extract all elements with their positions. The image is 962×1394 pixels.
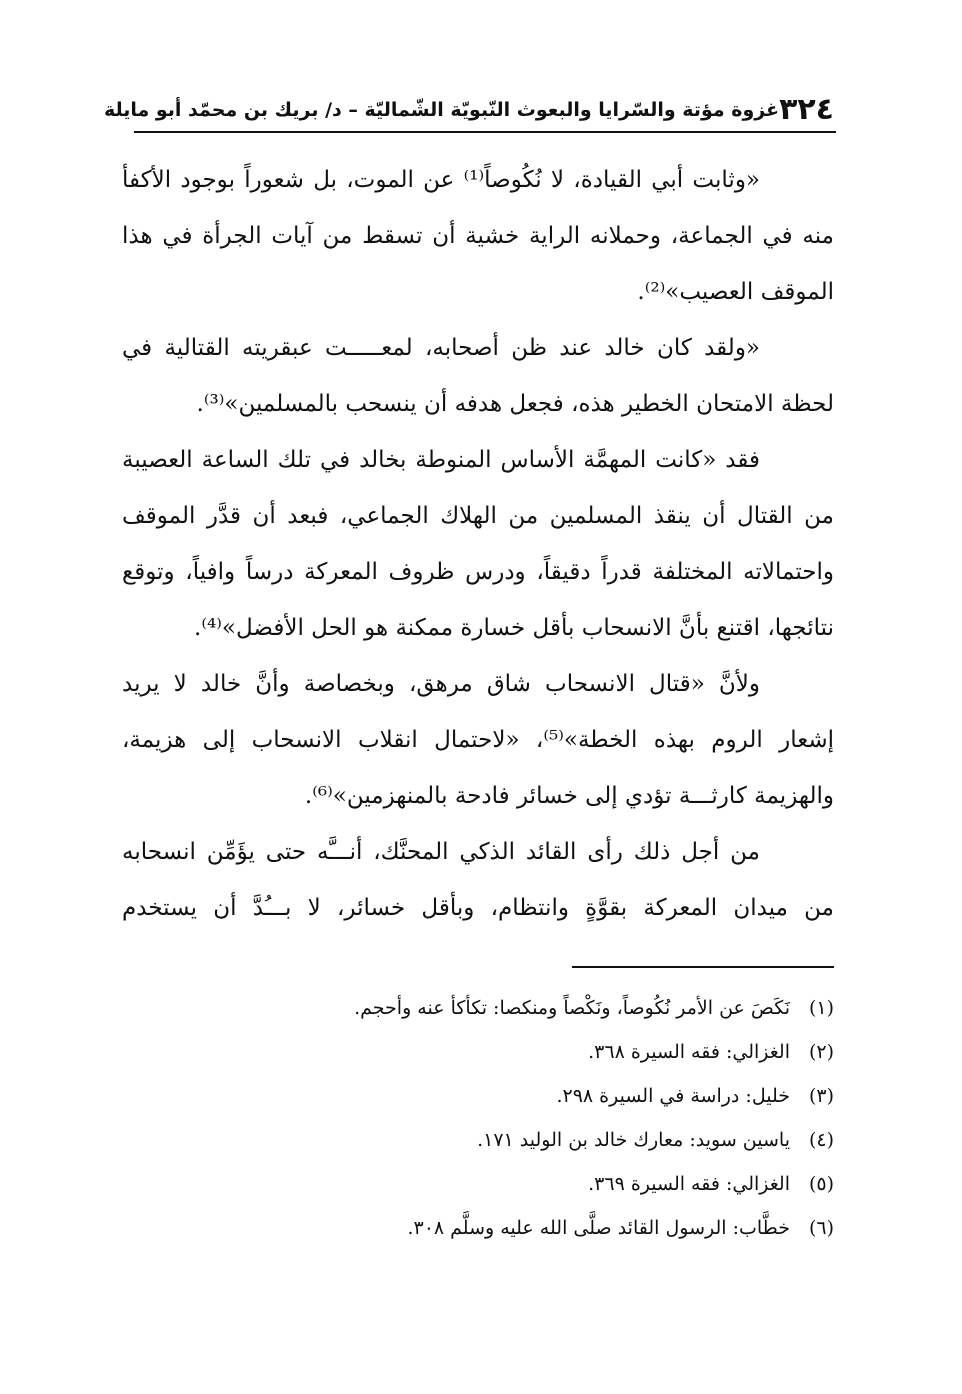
paragraph-1: «وثابت أبي القيادة، لا نُكُوصاً⁽¹⁾ عن الموت، بل شعوراً بوجود الأكفأ منه في الجماعة، وحملانه الراية خشية أن تسقط من آيات الجرأة في هذا الموقف العصيب»⁽²⁾.: [122, 167, 834, 305]
footnote-4: [200, 1118, 834, 1162]
page-number: ٣٢٤: [779, 92, 834, 127]
footnote-text: خطَّاب: الرسول القائد صلَّى الله عليه وسلَّم ٣٠٨.: [407, 1217, 790, 1239]
paragraph-5: من أجل ذلك رأى القائد الذكي المحنَّك، أنـــَّه حتى يؤَمِّن انسحابه من ميدان المعركة بقوَّةٍ وانتظام، وبأقل خسائر، لا بـــُدَّ أن يستخدم: [122, 839, 834, 921]
footnote-number: (٤): [808, 1129, 834, 1151]
footnote-text: نَكَصَ عن الأمر نُكُوصاً، ونَكْصاً ومنكصا: تكأكأ عنه وأحجم.: [354, 997, 790, 1019]
footnote-6: [200, 1206, 834, 1250]
footnote-5: [200, 1162, 834, 1206]
footnote-text: ياسين سويد: معارك خالد بن الوليد ١٧١.: [477, 1129, 790, 1151]
footnote-number: (٣): [808, 1085, 834, 1107]
footnote-number: (١): [808, 997, 834, 1019]
footnote-text: الغزالي: فقه السيرة ٣٦٨.: [588, 1041, 790, 1063]
paragraph-4: ولأنَّ «قتال الانسحاب شاق مرهق، وبخصاصة وأنَّ خالد لا يريد إشعار الروم بهذه الخطة»⁽⁵⁾، «لاحتمال انقلاب الانسحاب إلى هزيمة، والهزيمة كارثـــة تؤدي إلى خسائر فادحة بالمنهزمين»⁽⁶⁾.: [122, 671, 834, 809]
footnote-2: [200, 1030, 834, 1074]
footnote-1: [200, 986, 834, 1030]
footnote-3: [200, 1074, 834, 1118]
header-rule: [134, 131, 836, 133]
running-title: غزوة مؤتة والسّرايا والبعوث النّبويّة الشّماليّة – د/ بريك بن محمّد أبو مايلة: [103, 99, 780, 121]
body-text: [122, 152, 834, 936]
footnote-number: (٦): [808, 1217, 834, 1239]
footnote-rule: [572, 966, 834, 968]
paragraph-3: فقد «كانت المهمَّة الأساس المنوطة بخالد في تلك الساعة العصيبة من القتال أن ينقذ المسلمين من الهلاك الجماعي، فبعد أن قدَّر الموقف واحتمالاته المختلفة قدراً دقيقاً، ودرس ظروف المعركة درساً وافياً، وتوقع نتائجها، اقتنع بأنَّ الانسحاب بأقل خسارة ممكنة هو الحل الأفضل»⁽⁴⁾.: [122, 447, 834, 641]
footnote-text: الغزالي: فقه السيرة ٣٦٩.: [588, 1173, 790, 1195]
footnote-number: (٢): [808, 1041, 834, 1063]
footnotes: [200, 986, 834, 1250]
footnote-number: (٥): [808, 1173, 834, 1195]
footnote-text: خليل: دراسة في السيرة ٢٩٨.: [556, 1085, 790, 1107]
paragraph-2: «ولقد كان خالد عند ظن أصحابه، لمعـــــت عبقريته القتالية في لحظة الامتحان الخطير هذه، فجعل هدفه أن ينسحب بالمسلمين»⁽³⁾.: [122, 335, 834, 417]
page-header: [103, 88, 834, 128]
